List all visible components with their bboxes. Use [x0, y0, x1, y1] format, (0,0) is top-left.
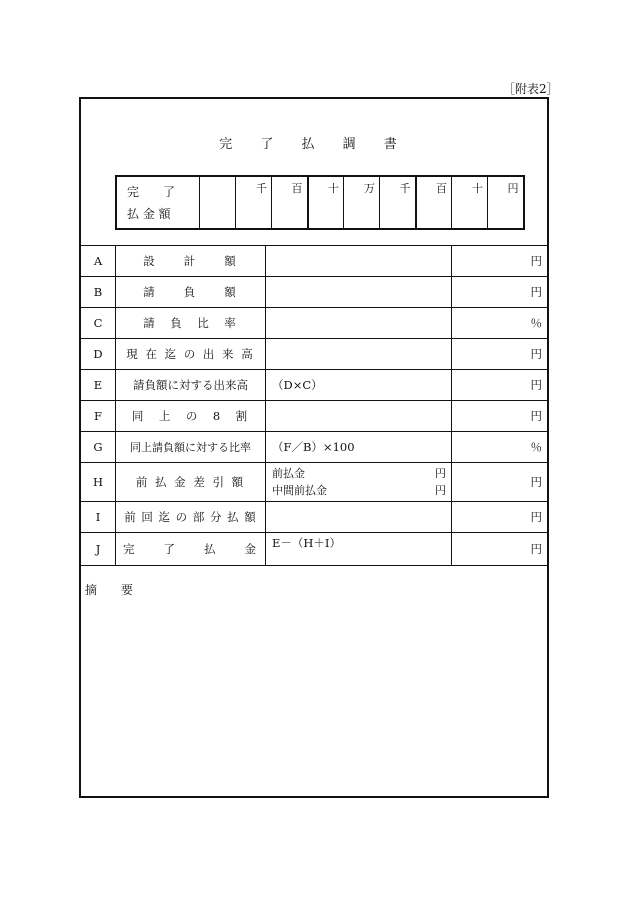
digit-cell[interactable]: 千	[380, 176, 416, 229]
advance-payment-label: 前払金	[272, 467, 305, 480]
row-name: 現 在 迄 の 出 来 高	[116, 339, 266, 370]
digit-cell[interactable]: 百	[416, 176, 452, 229]
row-key: G	[81, 432, 116, 463]
calculation-table	[81, 245, 547, 566]
row-value[interactable]: 円	[452, 277, 548, 308]
row-value[interactable]: 円	[452, 502, 548, 533]
row-formula[interactable]: E－（H＋I）	[266, 533, 452, 566]
table-row	[81, 308, 547, 339]
interim-advance-unit: 円	[435, 484, 446, 497]
row-value[interactable]: 円	[452, 370, 548, 401]
table-row	[81, 533, 547, 566]
digit-cell[interactable]: 百	[272, 176, 308, 229]
digit-cell[interactable]: 万	[344, 176, 380, 229]
row-value[interactable]: ％	[452, 432, 548, 463]
digit-cell[interactable]: 千	[236, 176, 272, 229]
amount-label-line2: 払 金 額	[127, 206, 171, 221]
row-name: 同 上 の 8 割	[116, 401, 266, 432]
row-formula[interactable]	[266, 246, 452, 277]
digit-cell[interactable]: 十	[452, 176, 488, 229]
row-formula[interactable]	[266, 277, 452, 308]
table-row	[81, 277, 547, 308]
advance-payment-line	[272, 465, 451, 482]
form-title: 完 了 払 調 書	[219, 137, 409, 152]
row-name: 設 計 額	[116, 246, 266, 277]
row-value[interactable]: 円	[452, 401, 548, 432]
row-value[interactable]: 円	[452, 246, 548, 277]
row-key: I	[81, 502, 116, 533]
digit-cell[interactable]: 円	[488, 176, 524, 229]
row-key: J	[81, 533, 116, 566]
row-value[interactable]: 円	[452, 533, 548, 566]
row-name: 前 回 迄 の 部 分 払 額	[116, 502, 266, 533]
table-row	[81, 246, 547, 277]
digit-cell[interactable]: 十	[308, 176, 344, 229]
row-formula[interactable]: （D×C）	[266, 370, 452, 401]
table-row	[81, 401, 547, 432]
row-name: 請負額に対する出来高	[116, 370, 266, 401]
row-name: 同上請負額に対する比率	[116, 432, 266, 463]
row-key: E	[81, 370, 116, 401]
interim-advance-label: 中間前払金	[272, 484, 327, 497]
row-key: B	[81, 277, 116, 308]
row-key: H	[81, 463, 116, 502]
row-formula[interactable]	[266, 308, 452, 339]
row-value[interactable]: 円	[452, 463, 548, 502]
row-name: 請 負 比 率	[116, 308, 266, 339]
remarks-label: 摘 要	[85, 583, 140, 597]
row-key: C	[81, 308, 116, 339]
amount-box	[115, 175, 525, 230]
row-key: A	[81, 246, 116, 277]
table-row	[81, 463, 547, 502]
interim-advance-line	[272, 482, 451, 499]
row-value[interactable]: ％	[452, 308, 548, 339]
row-name: 請 負 額	[116, 277, 266, 308]
form-frame	[79, 97, 549, 798]
row-formula[interactable]	[266, 401, 452, 432]
row-formula[interactable]	[266, 339, 452, 370]
table-row	[81, 432, 547, 463]
amount-label	[116, 176, 200, 229]
advance-payment-unit: 円	[435, 467, 446, 480]
document-reference: ［附表2］	[503, 82, 559, 96]
row-value[interactable]: 円	[452, 339, 548, 370]
row-formula[interactable]	[266, 463, 452, 502]
row-formula[interactable]	[266, 502, 452, 533]
row-key: D	[81, 339, 116, 370]
row-key: F	[81, 401, 116, 432]
amount-label-line1: 完 了	[127, 184, 176, 199]
row-name: 完 了 払 金	[116, 533, 266, 566]
table-row	[81, 339, 547, 370]
row-name: 前 払 金 差 引 額	[116, 463, 266, 502]
table-row	[81, 502, 547, 533]
digit-cell[interactable]	[200, 176, 236, 229]
row-formula[interactable]: （F／B）×100	[266, 432, 452, 463]
table-row	[81, 370, 547, 401]
